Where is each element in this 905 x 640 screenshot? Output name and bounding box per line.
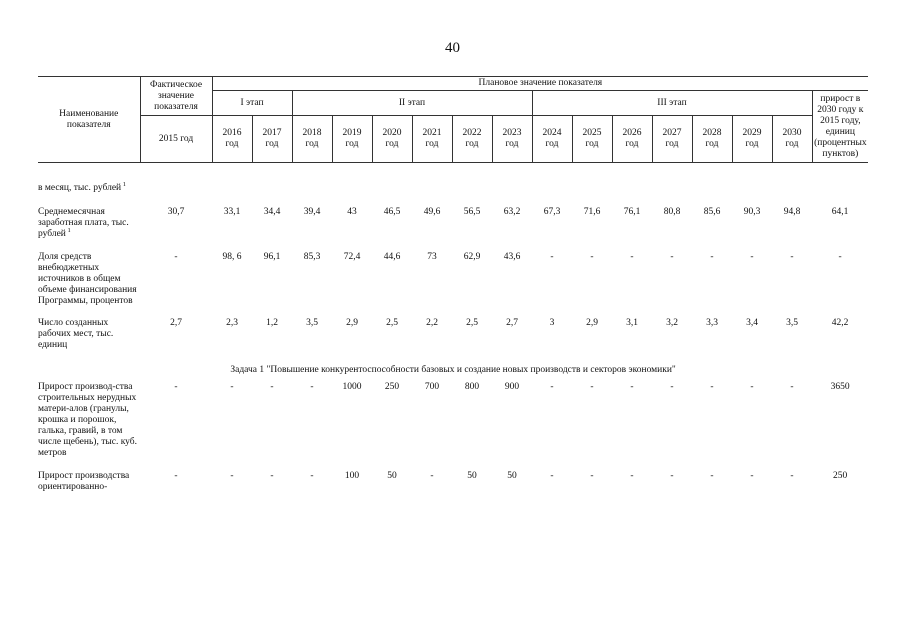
row-value: - — [270, 471, 274, 481]
row-value: - — [310, 471, 314, 481]
table-row — [38, 318, 868, 359]
row-value: 56,5 — [463, 207, 481, 217]
row-value — [652, 183, 692, 207]
row-growth: 3650 — [830, 382, 850, 392]
row-value: 80,8 — [663, 207, 681, 217]
row-value: - — [710, 382, 714, 392]
row-value: - — [230, 471, 234, 481]
row-value: - — [590, 471, 594, 481]
row-value: 46,5 — [383, 207, 401, 217]
table-header — [38, 77, 868, 163]
row-value — [452, 183, 492, 207]
row-value: 2,5 — [466, 318, 478, 328]
row-value: 3,2 — [666, 318, 678, 328]
row-value: 1000 — [342, 382, 362, 392]
header-growth: прирост в 2030 году к 2015 году, единиц (процентных пунктов) — [812, 91, 868, 163]
header-planned: Плановое значение показателя — [212, 77, 868, 91]
row-value: 73 — [427, 252, 437, 262]
row-value: - — [630, 252, 634, 262]
row-value: 2,3 — [226, 318, 238, 328]
row-value: 250 — [384, 382, 400, 392]
row-value: - — [550, 471, 554, 481]
row-growth — [812, 183, 868, 207]
row-actual — [140, 183, 212, 207]
row-value: 2,7 — [506, 318, 518, 328]
header-year: 2020 год — [372, 116, 412, 163]
row-value — [772, 183, 812, 207]
row-name: Число созданных рабочих мест, тыс. единиц — [38, 318, 114, 350]
row-value: 94,8 — [783, 207, 801, 217]
row-value: - — [790, 382, 794, 392]
row-value: - — [630, 471, 634, 481]
header-actual-column: Фактическое значение показателя — [140, 77, 212, 116]
row-value: 50 — [387, 471, 397, 481]
row-value — [532, 183, 572, 207]
row-value — [492, 183, 532, 207]
header-year: 2022 год — [452, 116, 492, 163]
row-value: 76,1 — [623, 207, 641, 217]
row-name: Прирост производ-ства строительных нерудных матери-алов (гранулы, крошка и порошок, галька, гравий, в том числе щебень), тыс. куб. метров — [38, 382, 138, 458]
row-value: 1,2 — [266, 318, 278, 328]
row-value: 3,5 — [786, 318, 798, 328]
row-name: в месяц, тыс. рублей $^1$ — [38, 180, 127, 193]
row-value: - — [670, 471, 674, 481]
header-name-column: Наименование показателя — [38, 77, 140, 163]
row-value: - — [310, 382, 314, 392]
header-year: 2023 год — [492, 116, 532, 163]
row-value: 63,2 — [503, 207, 521, 217]
row-value: 71,6 — [583, 207, 601, 217]
header-year: 2029 год — [732, 116, 772, 163]
row-value: 3 — [549, 318, 555, 328]
row-value — [612, 183, 652, 207]
header-year: 2026 год — [612, 116, 652, 163]
table-body — [38, 163, 868, 494]
row-value: - — [590, 382, 594, 392]
header-year: 2028 год — [692, 116, 732, 163]
row-name: Прирост производства ориентированно- — [38, 471, 130, 492]
header-year: 2024 год — [532, 116, 572, 163]
header-year: 2021 год — [412, 116, 452, 163]
row-value: - — [550, 252, 554, 262]
header-stage-2: II этап — [292, 91, 532, 116]
row-value: 900 — [504, 382, 520, 392]
header-year: 2017 год — [252, 116, 292, 163]
row-value: 43 — [347, 207, 357, 217]
row-value — [292, 183, 332, 207]
row-value: - — [790, 471, 794, 481]
row-name: Доля средств внебюджетных источников в общем объеме финансирования Программы, процентов — [38, 252, 137, 306]
row-value — [332, 183, 372, 207]
row-value: 3,5 — [306, 318, 318, 328]
row-value: 700 — [424, 382, 440, 392]
row-value: - — [790, 252, 794, 262]
row-value — [252, 183, 292, 207]
row-value: 3,3 — [706, 318, 718, 328]
row-value: 44,6 — [383, 252, 401, 262]
footnote-mark: 1 — [65, 226, 71, 234]
header-stage-3: III этап — [532, 91, 812, 116]
row-value: 43,6 — [503, 252, 521, 262]
row-value: - — [590, 252, 594, 262]
row-value: - — [630, 382, 634, 392]
row-value — [212, 183, 252, 207]
row-value: 3,1 — [626, 318, 638, 328]
row-value: 50 — [507, 471, 517, 481]
row-value: 49,6 — [423, 207, 441, 217]
row-value: - — [270, 382, 274, 392]
row-growth: 64,1 — [831, 207, 849, 217]
table-row — [38, 183, 868, 207]
row-actual: 2,7 — [170, 318, 182, 328]
row-name: Среднемесячная заработная плата, тыс. рублей $^1$ — [38, 207, 129, 239]
table-row — [38, 252, 868, 318]
row-value: 98, 6 — [222, 252, 242, 262]
row-growth: 250 — [832, 471, 848, 481]
row-value: 2,9 — [586, 318, 598, 328]
row-value: - — [750, 471, 754, 481]
row-value: 96,1 — [263, 252, 281, 262]
row-value: 90,3 — [743, 207, 761, 217]
row-value: 85,3 — [303, 252, 321, 262]
header-year: 2027 год — [652, 116, 692, 163]
page-number: 40 — [445, 40, 460, 56]
task-heading: Задача 1 "Повышение конкурентоспособности базовых и создание новых производств и секторов экономики" — [230, 365, 676, 375]
row-value: 85,6 — [703, 207, 721, 217]
row-value: 39,4 — [303, 207, 321, 217]
header-year: 2019 год — [332, 116, 372, 163]
row-growth: - — [838, 252, 842, 262]
row-value: - — [750, 252, 754, 262]
row-value: 62,9 — [463, 252, 481, 262]
row-value — [572, 183, 612, 207]
row-value — [692, 183, 732, 207]
row-value: 2,9 — [346, 318, 358, 328]
header-actual-year: 2015 год — [140, 116, 212, 163]
table-row — [38, 382, 868, 471]
row-value: - — [430, 471, 434, 481]
row-growth: 42,2 — [831, 318, 849, 328]
header-year: 2018 год — [292, 116, 332, 163]
row-value: 50 — [467, 471, 477, 481]
footnote-mark: 1 — [121, 180, 127, 188]
row-value: 67,3 — [543, 207, 561, 217]
row-value: 72,4 — [343, 252, 361, 262]
header-year: 2016 год — [212, 116, 252, 163]
row-value: 33,1 — [223, 207, 241, 217]
row-value: 2,2 — [426, 318, 438, 328]
header-year: 2025 год — [572, 116, 612, 163]
row-value: 2,5 — [386, 318, 398, 328]
row-value: 800 — [464, 382, 480, 392]
row-value: - — [670, 252, 674, 262]
row-actual: 30,7 — [167, 207, 185, 217]
row-value — [412, 183, 452, 207]
row-actual: - — [174, 252, 178, 262]
row-value: - — [550, 382, 554, 392]
row-value: - — [670, 382, 674, 392]
row-value — [732, 183, 772, 207]
row-value: - — [710, 252, 714, 262]
header-stage-1: I этап — [212, 91, 292, 116]
row-value: - — [710, 471, 714, 481]
row-value: - — [750, 382, 754, 392]
row-value: 3,4 — [746, 318, 758, 328]
row-value: 34,4 — [263, 207, 281, 217]
table-row — [38, 207, 868, 252]
row-value: 100 — [344, 471, 360, 481]
row-actual: - — [174, 471, 178, 481]
header-year: 2030 год — [772, 116, 812, 163]
row-value: - — [230, 382, 234, 392]
row-actual: - — [174, 382, 178, 392]
row-value — [372, 183, 412, 207]
table-row — [38, 471, 868, 493]
indicators-table — [38, 76, 868, 493]
